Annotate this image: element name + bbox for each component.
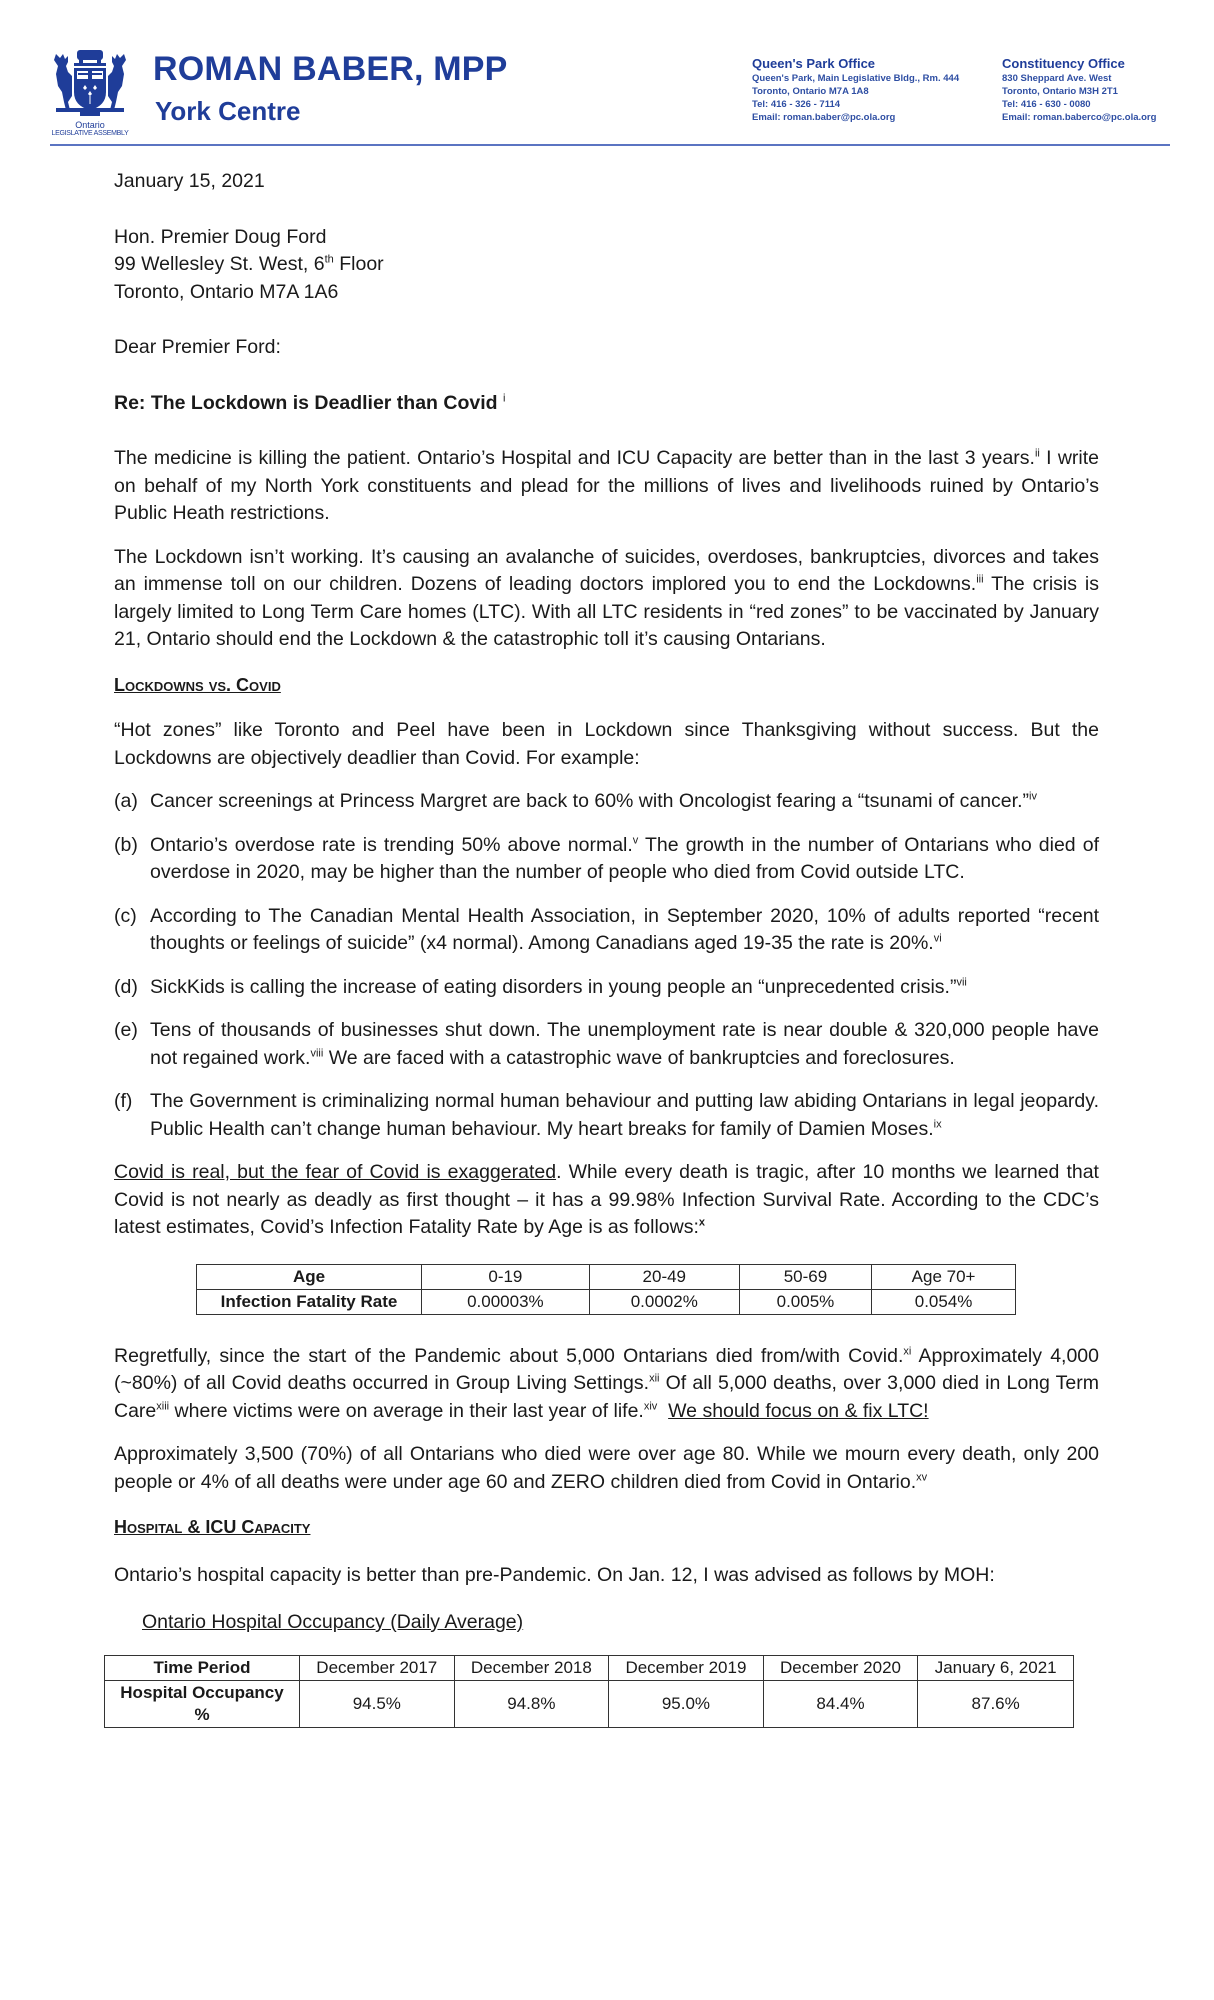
list-marker: (a) (114, 790, 138, 812)
table-cell: 0.0002% (589, 1289, 739, 1314)
list-item-text (150, 974, 1099, 1002)
table-row (105, 1680, 1074, 1727)
section-heading-hospital-icu-capacity: Hospital & ICU Capacity (114, 1517, 311, 1537)
table-cell: December 2019 (609, 1655, 764, 1680)
table-header-row (105, 1655, 1074, 1680)
table-cell: 50-69 (739, 1264, 871, 1289)
intro-paragraph-1-text-a: The medicine is killing the patient. Ontario’s Hospital and ICU Capacity are better than in the last 3 years. (114, 447, 1035, 469)
table-cell: Age 70+ (872, 1264, 1016, 1289)
table-cell: 94.8% (454, 1680, 609, 1727)
section1-intro: “Hot zones” like Toronto and Peel have been in Lockdown since Thanksgiving without success. But the Lockdowns are objectively deadlier than Covid. For example: (114, 719, 1099, 769)
coat-of-arms-icon (50, 48, 130, 118)
deaths-paragraph-1 (114, 1343, 1099, 1426)
recipient-address-line-1-end: Floor (333, 253, 384, 275)
list-item-text-b: The growth in the number of Ontarians who died of overdose in 2020, may be higher than the number of people who died from Covid outside LTC. (150, 833, 1099, 883)
deaths-paragraph-1-text-d: where victims were on average in their last year of life. (169, 1399, 644, 1422)
subject-line (114, 390, 1099, 418)
queens-park-office-title: Queen's Park Office (752, 56, 876, 71)
table-cell: December 2020 (763, 1655, 918, 1680)
constituency-office-email[interactable]: Email: roman.baberco@pc.ola.org (1002, 112, 1157, 123)
list-item-text-a: Tens of thousands of businesses shut down. The unemployment rate is near double & 320,000 people have not regained work. (150, 1019, 1099, 1069)
table-row (197, 1289, 1016, 1314)
table-cell: 0-19 (422, 1264, 590, 1289)
footnote-ref: xii (649, 1372, 660, 1385)
table-cell: 87.6% (918, 1680, 1074, 1727)
list-item-text (150, 1017, 1099, 1072)
section2-intro: Ontario’s hospital capacity is better than pre-Pandemic. On Jan. 12, I was advised as follows by MOH: (114, 1563, 995, 1586)
list-marker: (b) (114, 833, 138, 856)
queens-park-office-phone: Tel: 416 - 326 - 7114 (752, 99, 841, 110)
deaths-paragraph-1-text-a: Regretfully, since the start of the Pandemic about 5,000 Ontarians died from/with Covid. (114, 1344, 904, 1367)
table-cell: December 2017 (300, 1655, 455, 1680)
table-cell: 0.054% (872, 1289, 1016, 1314)
letterhead (0, 0, 1214, 150)
subject-text: Re: The Lockdown is Deadlier than Covid (114, 391, 498, 414)
crest-label-ontario: Ontario (75, 120, 105, 130)
list-item-text (150, 1088, 1099, 1143)
hospital-occupancy-table (104, 1655, 1074, 1728)
riding-name: York Centre (155, 96, 301, 126)
list-item-text-a: The Government is criminalizing normal human behaviour and putting law abiding Ontarians in legal jeopardy. Public Health can’t change human behaviour. My heart breaks for family of Damien Moses. (150, 1090, 1099, 1140)
footnote-ref: xi (903, 1345, 912, 1357)
list-item-text (150, 832, 1099, 887)
ontario-crest-logo (50, 48, 130, 140)
deaths-paragraph-1-text-b: Approximately 4,000 (~80%) of all Covid deaths occurred in Group Living Settings. (114, 1344, 1100, 1394)
intro-paragraph-2-text-b: The crisis is largely limited to Long Term Care homes (LTC). With all LTC residents in “red zones” to be vaccinated by January 21, Ontario should end the Lockdown & the catastrophic toll it’s causing Ontarians. (114, 573, 1100, 650)
table-cell: January 6, 2021 (918, 1655, 1074, 1680)
footnote-ref: i (502, 392, 506, 404)
footnote-ref: ix (933, 1118, 942, 1130)
table-cell: Infection Fatality Rate (197, 1289, 422, 1314)
fix-ltc-emphasis: We should focus on & fix LTC! (668, 1399, 929, 1422)
footnote-ref: v (632, 834, 639, 846)
letter-body (114, 168, 1099, 1728)
letter-date: January 15, 2021 (114, 170, 265, 192)
intro-paragraph-1-text-b: I write on behalf of my North York constituents and plead for the millions of lives and livelihoods ruined by Ontario’s Public Heath restrictions. (114, 447, 1099, 524)
fear-paragraph-text: . While every death is tragic, after 10 months we learned that Covid is not nearly as deadly as first thought – it has a 99.98% Infection Survival Rate. According to the CDC’s latest estimates, Covid’s Infection Fatality Rate by Age is as follows: (114, 1161, 1099, 1238)
footnote-ref: xiii (156, 1400, 170, 1412)
ifr-by-age-table (196, 1264, 1016, 1315)
list-item-text-a: Ontario’s overdose rate is trending 50% above normal. (150, 833, 633, 856)
list-item-text-a: SickKids is calling the increase of eating disorders in young people an “unprecedented crisis.” (150, 975, 957, 998)
queens-park-office-city: Toronto, Ontario M7A 1A8 (752, 86, 869, 97)
fear-paragraph-emphasis: Covid is real, but the fear of Covid is exaggerated (114, 1161, 557, 1183)
list-item (114, 832, 1099, 887)
list-item-text-b: We are faced with a catastrophic wave of bankruptcies and foreclosures. (323, 1046, 955, 1069)
table-cell: Time Period (105, 1655, 300, 1680)
footnote-ref: ii (1034, 447, 1040, 460)
list-item (114, 974, 1099, 1002)
list-marker: (e) (114, 1019, 138, 1041)
footnote-ref: iii (976, 573, 984, 586)
occupancy-table-title: Ontario Hospital Occupancy (Daily Average) (142, 1611, 524, 1633)
intro-paragraph-2-text-a: The Lockdown isn’t working. It’s causing an avalanche of suicides, overdoses, bankruptcies, divorces and takes an immense toll on our children. Dozens of leading doctors implored you to end the Lockdowns. (114, 545, 1099, 595)
intro-paragraph-2 (114, 544, 1099, 654)
deaths-paragraph-2-text: Approximately 3,500 (70%) of all Ontarians who died were over age 80. While we mourn every death, only 200 people or 4% of all deaths were under age 60 and ZERO children died from Covid in Ontario. (114, 1443, 1099, 1493)
list-item-text (150, 903, 1099, 958)
queens-park-office-address: Queen's Park, Main Legislative Bldg., Rm. 444 (752, 73, 960, 84)
footnote-ref: viii (310, 1047, 324, 1059)
table-cell: 20-49 (589, 1264, 739, 1289)
list-marker: (d) (114, 975, 138, 998)
salutation: Dear Premier Ford: (114, 336, 281, 358)
constituency-office-title: Constituency Office (1002, 56, 1125, 71)
list-item (114, 1017, 1099, 1072)
list-item (114, 903, 1099, 958)
list-item-text-a: Cancer screenings at Princess Margret are back to 60% with Oncologist fearing a “tsunami of cancer.” (150, 790, 1029, 812)
constituency-office-address: 830 Sheppard Ave. West (1002, 73, 1112, 84)
queens-park-office-block (752, 56, 959, 124)
ordinal-suffix: th (324, 253, 334, 266)
table-cell: 0.005% (739, 1289, 871, 1314)
list-marker: (c) (114, 904, 137, 927)
list-item-text (150, 788, 1099, 816)
table-cell: Hospital Occupancy % (105, 1680, 300, 1727)
footnote-ref: xv (916, 1471, 928, 1483)
footnote-ref: iv (1029, 790, 1037, 803)
footnote-ref: vi (933, 932, 942, 945)
list-item-text-a: According to The Canadian Mental Health Association, in September 2020, 10% of adults reported “recent thoughts or feelings of suicide” (x4 normal). Among Canadians aged 19-35 the rate is 20%. (150, 904, 1099, 954)
examples-list (114, 788, 1099, 1143)
letterhead-divider (50, 144, 1170, 146)
recipient-name: Hon. Premier Doug Ford (114, 225, 327, 248)
table-cell: December 2018 (454, 1655, 609, 1680)
list-marker: (f) (114, 1090, 133, 1112)
recipient-address-line-1-text: 99 Wellesley St. West, 6 (114, 253, 325, 275)
recipient-block (114, 224, 1099, 307)
constituency-office-phone: Tel: 416 - 630 - 0080 (1002, 99, 1091, 110)
footnote-ref: vii (956, 976, 967, 988)
table-cell: Age (197, 1264, 422, 1289)
constituency-office-block (1002, 56, 1156, 124)
mpp-name: ROMAN BABER, MPP (153, 50, 508, 88)
intro-paragraph-1 (114, 445, 1099, 528)
deaths-paragraph-1-text-c: Of all 5,000 deaths, over 3,000 died in Long Term Care (114, 1372, 1100, 1422)
footnote-ref: x (698, 1216, 706, 1229)
constituency-office-city: Toronto, Ontario M3H 2T1 (1002, 86, 1118, 97)
table-cell: 84.4% (763, 1680, 918, 1727)
list-item (114, 1088, 1099, 1143)
table-cell: 94.5% (300, 1680, 455, 1727)
deaths-paragraph-2 (114, 1441, 1099, 1496)
fear-paragraph (114, 1159, 1099, 1242)
footnote-ref: xiv (643, 1400, 658, 1412)
recipient-address-line-1 (114, 251, 1099, 279)
list-item (114, 788, 1099, 816)
table-cell: 0.00003% (422, 1289, 590, 1314)
crest-label-assembly: LEGISLATIVE ASSEMBLY (51, 130, 129, 137)
section-heading-lockdowns-vs-covid: Lockdowns vs. Covid (114, 674, 281, 695)
queens-park-office-email[interactable]: Email: roman.baber@pc.ola.org (752, 112, 896, 123)
table-header-row (197, 1264, 1016, 1289)
recipient-address-line-2: Toronto, Ontario M7A 1A6 (114, 280, 339, 303)
table-cell: 95.0% (609, 1680, 764, 1727)
